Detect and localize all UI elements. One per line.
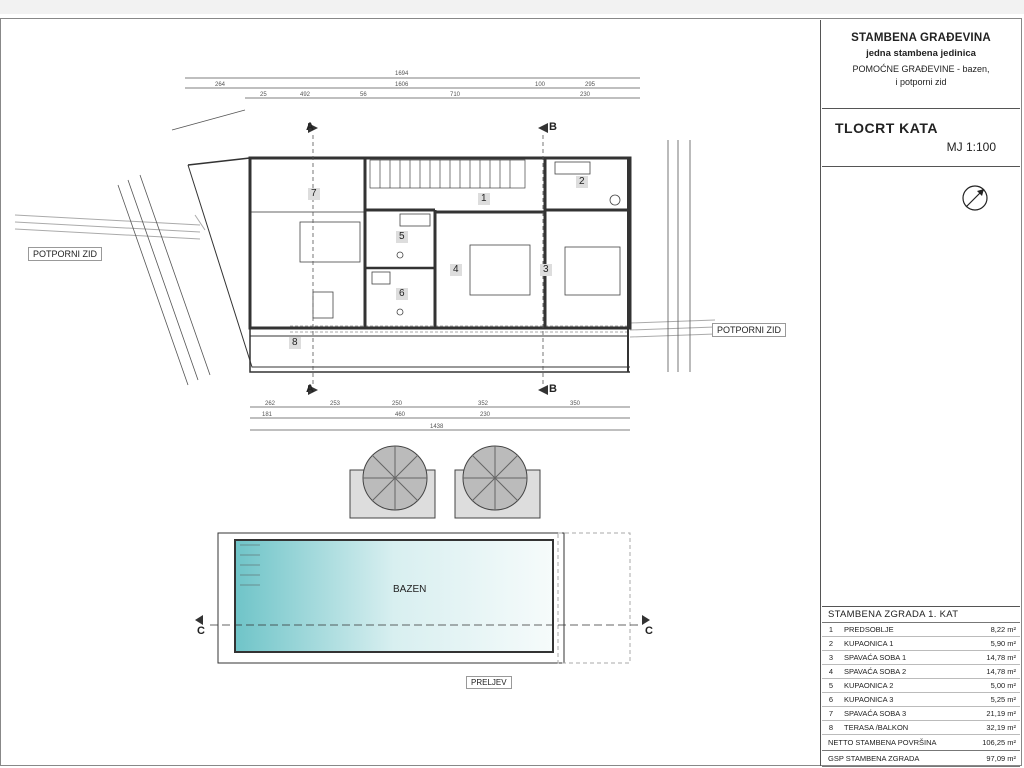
svg-text:460: 460 <box>395 412 406 418</box>
room-schedule <box>822 606 1020 767</box>
schedule-room-number: 6 <box>828 695 834 704</box>
svg-text:295: 295 <box>585 82 596 88</box>
schedule-room-area: 14,78 m² <box>986 667 1016 676</box>
schedule-row <box>822 665 1020 679</box>
schedule-room-name: KUPAONICA 2 <box>844 681 894 690</box>
window-top-strip <box>0 0 1024 14</box>
svg-text:181: 181 <box>262 412 273 418</box>
svg-text:100: 100 <box>535 82 546 88</box>
schedule-room-area: 8,22 m² <box>990 625 1016 634</box>
left-dimensions <box>118 175 210 385</box>
retaining-wall-left <box>15 215 205 239</box>
schedule-room-number: 4 <box>828 667 834 676</box>
schedule-room-name: SPAVAĆA SOBA 3 <box>844 709 907 718</box>
schedule-room-name: TERASA /BALKON <box>844 723 909 732</box>
room-number-6: 6 <box>396 288 408 300</box>
schedule-row <box>822 651 1020 665</box>
gsp-value: 97,09 m² <box>986 754 1016 763</box>
svg-text:253: 253 <box>330 401 341 407</box>
room-number-8: 8 <box>289 337 301 349</box>
netto-label: NETTO STAMBENA POVRŠINA <box>828 738 937 747</box>
room-number-1: 1 <box>478 193 490 205</box>
schedule-room-area: 32,19 m² <box>986 723 1016 732</box>
project-title: STAMBENA GRAĐEVINA <box>851 32 991 44</box>
schedule-room-name: KUPAONICA 1 <box>844 639 894 648</box>
schedule-room-number: 7 <box>828 709 834 718</box>
schedule-room-area: 21,19 m² <box>986 709 1016 718</box>
schedule-row <box>822 707 1020 721</box>
schedule-title: STAMBENA ZGRADA 1. KAT <box>822 607 1020 623</box>
project-subtitle: jedna stambena jedinica <box>866 48 976 59</box>
netto-row <box>822 735 1020 751</box>
schedule-row <box>822 623 1020 637</box>
drawing-title: TLOCRT KATA <box>835 120 938 136</box>
svg-text:25: 25 <box>260 92 267 98</box>
section-markers <box>308 123 548 395</box>
svg-text:710: 710 <box>450 92 461 98</box>
floor-plan-drawing <box>0 18 820 766</box>
north-arrow-icon <box>960 183 990 213</box>
room-number-2: 2 <box>576 176 588 188</box>
schedule-room-area: 5,00 m² <box>990 681 1016 690</box>
overflow-label: PRELJEV <box>466 676 512 689</box>
schedule-room-number: 8 <box>828 723 834 732</box>
schedule-room-area: 14,78 m² <box>986 653 1016 662</box>
schedule-row <box>822 679 1020 693</box>
building-walls <box>188 158 630 372</box>
svg-text:56: 56 <box>360 92 367 98</box>
schedule-room-number: 1 <box>828 625 834 634</box>
gsp-label: GSP STAMBENA ZGRADA <box>828 754 920 763</box>
schedule-row <box>822 693 1020 707</box>
pool-label: BAZEN <box>393 584 427 595</box>
svg-text:250: 250 <box>392 401 403 407</box>
schedule-room-name: SPAVAĆA SOBA 1 <box>844 653 907 662</box>
room-number-7: 7 <box>308 188 320 200</box>
schedule-room-area: 5,25 m² <box>990 695 1016 704</box>
drawing-scale: MJ 1:100 <box>946 140 996 154</box>
umbrellas <box>350 446 540 518</box>
section-a-top: A <box>306 121 314 133</box>
schedule-row <box>822 721 1020 735</box>
svg-text:264: 264 <box>215 82 226 88</box>
room-number-3: 3 <box>540 264 552 276</box>
svg-text:352: 352 <box>478 401 489 407</box>
netto-value: 106,25 m² <box>982 738 1016 747</box>
schedule-room-number: 2 <box>828 639 834 648</box>
schedule-room-name: PREDSOBLJE <box>844 625 894 634</box>
dim-bottom-total: 1438 <box>430 424 444 430</box>
dim-top-total: 1694 <box>395 71 409 77</box>
stairs <box>370 160 525 188</box>
schedule-room-number: 3 <box>828 653 834 662</box>
auxiliary-buildings-2: i potporni zid <box>895 77 947 87</box>
pool <box>195 533 650 663</box>
schedule-room-number: 5 <box>828 681 834 690</box>
drawing-title-box <box>822 108 1020 167</box>
retaining-wall-label-left: POTPORNI ZID <box>28 247 102 261</box>
section-b-bottom: B <box>549 383 557 395</box>
schedule-room-name: KUPAONICA 3 <box>844 695 894 704</box>
schedule-room-name: SPAVAĆA SOBA 2 <box>844 667 907 676</box>
title-block-header <box>822 22 1020 109</box>
schedule-row <box>822 637 1020 651</box>
retaining-wall-label-right: POTPORNI ZID <box>712 323 786 337</box>
section-a-bottom: A <box>306 383 314 395</box>
section-c-right: C <box>645 625 653 637</box>
svg-text:492: 492 <box>300 92 311 98</box>
room-number-5: 5 <box>396 231 408 243</box>
auxiliary-buildings: POMOĆNE GRAĐEVINE - bazen, <box>852 64 990 74</box>
gsp-row <box>822 751 1020 767</box>
right-dimensions <box>668 140 690 372</box>
svg-text:230: 230 <box>580 92 591 98</box>
section-c-left: C <box>197 625 205 637</box>
dim-top-2: 1606 <box>395 82 409 88</box>
svg-text:262: 262 <box>265 401 276 407</box>
section-lines <box>313 135 543 385</box>
schedule-room-area: 5,90 m² <box>990 639 1016 648</box>
svg-text:230: 230 <box>480 412 491 418</box>
section-b-top: B <box>549 121 557 133</box>
svg-text:350: 350 <box>570 401 581 407</box>
room-number-4: 4 <box>450 264 462 276</box>
